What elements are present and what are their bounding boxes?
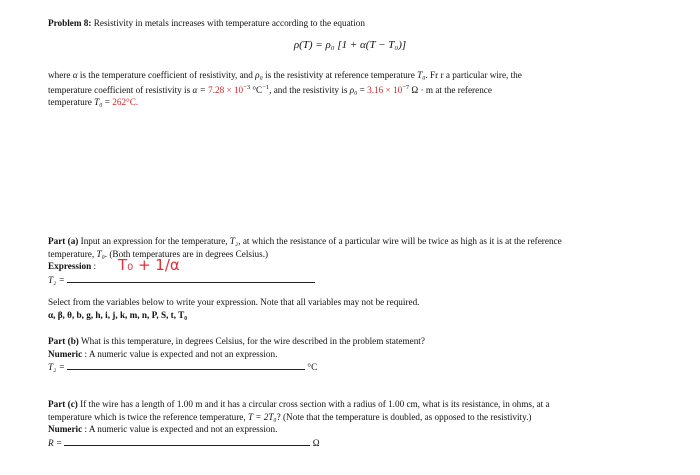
problem-description: where α is the temperature coefficient of resistivity, and ρ₀ is the resistivity at reference temperature T₀. Fr r a particular wire, the temperature coefficient of resistivity is $\alpha = 7.28 \times 10^{-3}$ $^\circ C^{-1}$, and the resistivity is $\rho_0 = 3.16 \times 10^{-7}$ Ω · m at the reference temperature T₀ = 262°C. — [48, 70, 522, 108]
problem-heading: Problem 8: — [48, 18, 92, 28]
part-c-label: Part (c) — [48, 399, 78, 409]
alpha-value: 7.28 × 10 — [208, 84, 244, 95]
numeric-label-b: Numeric — [48, 348, 83, 359]
temperature-input[interactable] — [67, 360, 305, 370]
expression-label: Expression — [48, 261, 92, 272]
handwritten-answer: T₀ + 1/α — [118, 256, 180, 274]
part-a-label: Part (a) — [48, 236, 79, 246]
part-a: Part (a) Input an expression for the temperature, T₂, at which the resistance of a particular wire will be twice as high as it is at the reference temperature, T₀. (Both temperatures are in degrees Celsius.) Expression : T₂ = — [48, 236, 562, 285]
problem-intro: Problem 8: Resistivity in metals increases with temperature according to the equation — [48, 18, 365, 28]
resistance-input[interactable] — [64, 436, 310, 446]
part-c: Part (c) If the wire has a length of 1.00 m and it has a circular cross section with a radius of 1.00 cm, what is its resistance, in ohms, at a temperature which is twice the reference temperature, T = 2T₀? (Note that the temperature is doubled, as opposed to the resistivity.) Numeric : A numeric value is expected and not an expression. R = Ω — [48, 399, 550, 448]
resistivity-equation: ρ(T) = ρ₀ [1 + α(T − T₀)] — [293, 39, 407, 51]
rho-value: 3.16 × 10 — [367, 84, 403, 95]
T0-value: 262°C. — [112, 97, 139, 108]
part-b: Part (b) What is this temperature, in degrees Celsius, for the wire described in the problem statement? Numeric : A numeric value is expected and not an expression. T₂ = °C — [48, 336, 425, 373]
part-b-label: Part (b) — [48, 336, 79, 346]
numeric-label-c: Numeric — [48, 424, 83, 435]
variable-list[interactable]: α, β, θ, b, g, h, i, j, k, m, n, P, S, t, T₀ — [48, 309, 188, 320]
variables-section: Select from the variables below to write your expression. Note that all variables may not be required. α, β, θ, b, g, h, i, j, k, m, n, P, S, t, T₀ — [48, 297, 420, 320]
expression-input[interactable] — [67, 273, 315, 283]
